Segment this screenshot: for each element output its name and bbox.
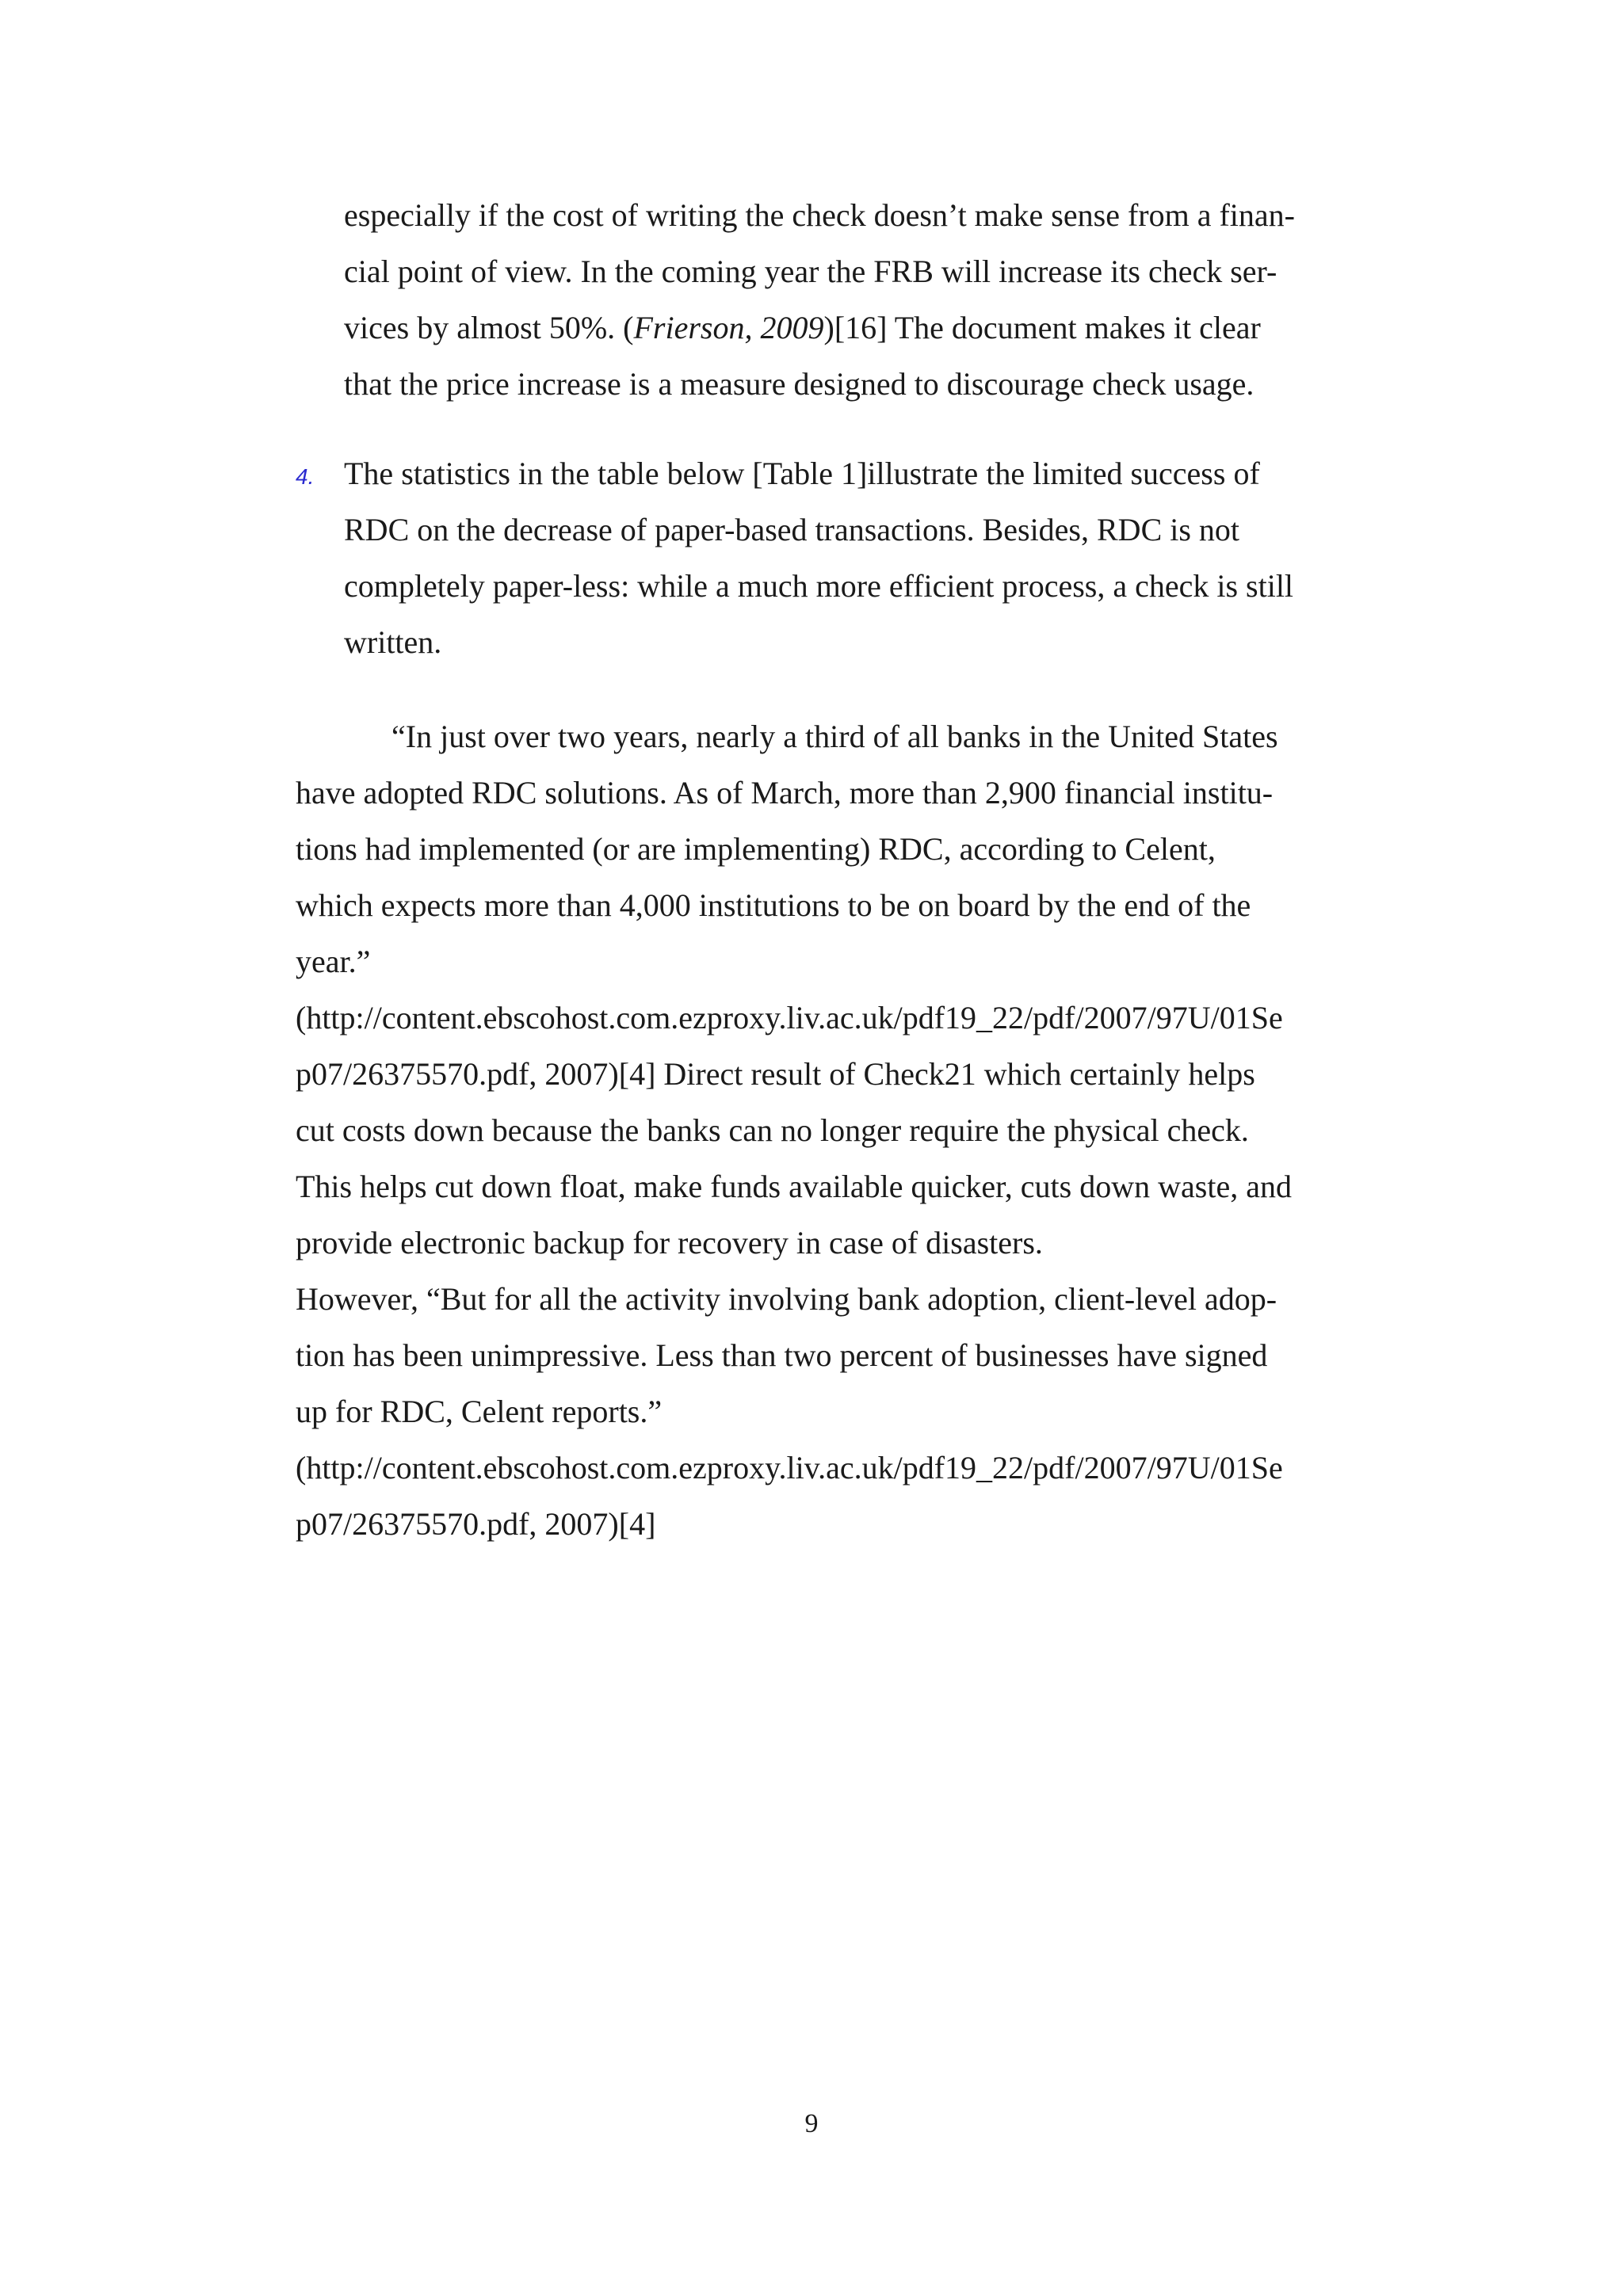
paragraph-line: cut costs down because the banks can no longer require the physical check. [296, 1112, 1249, 1148]
citation-url-line: (http://content.ebscohost.com.ezproxy.liv.ac.uk/pdf19_22/pdf/2007/97U/01Se [296, 1450, 1283, 1486]
paragraph-line: cial point of view. In the coming year the FRB will increase its check ser- [344, 254, 1277, 289]
citation-url-line: (http://content.ebscohost.com.ezproxy.liv.ac.uk/pdf19_22/pdf/2007/97U/01Se [296, 1000, 1283, 1035]
paragraph-line: up for RDC, Celent reports.” [296, 1394, 663, 1429]
paragraph-line: provide electronic backup for recovery in case of disasters. [296, 1225, 1043, 1261]
paragraph-line: have adopted RDC solutions. As of March, more than 2,900 financial institu- [296, 775, 1274, 810]
text-run: vices by almost 50%. ( [344, 310, 634, 345]
paragraph-line: “In just over two years, nearly a third of all banks in the United States [391, 719, 1278, 754]
page-number: 9 [804, 2109, 819, 2138]
paragraph-line: written. [344, 624, 442, 660]
paragraph-line: p07/26375570.pdf, 2007)[4] Direct result of Check21 which certainly helps [296, 1056, 1255, 1092]
paragraph-line: tion has been unimpressive. Less than two percent of businesses have signed [296, 1337, 1268, 1373]
text-run: )[16] The document makes it clear [823, 310, 1261, 345]
paragraph-line: The statistics in the table below [Table 1]illustrate the limited success of [344, 456, 1260, 491]
paragraph-line: RDC on the decrease of paper-based transactions. Besides, RDC is not [344, 512, 1240, 547]
paragraph-line: year.” [296, 944, 371, 979]
list-marker: 4. [296, 464, 315, 489]
paragraph-line: tions had implemented (or are implementing) RDC, according to Celent, [296, 831, 1216, 867]
paragraph-line: which expects more than 4,000 institutions to be on board by the end of the [296, 887, 1251, 923]
paragraph-line: However, “But for all the activity involving bank adoption, client-level adop- [296, 1281, 1277, 1317]
paragraph-line: that the price increase is a measure designed to discourage check usage. [344, 366, 1254, 402]
paragraph-line [344, 309, 1261, 347]
paragraph-line: especially if the cost of writing the check doesn’t make sense from a finan- [344, 197, 1295, 233]
paragraph-line: This helps cut down float, make funds available quicker, cuts down waste, and [296, 1169, 1292, 1204]
citation-author: Frierson, 2009 [633, 310, 824, 345]
paragraph-line: p07/26375570.pdf, 2007)[4] [296, 1506, 656, 1542]
paragraph-line: completely paper-less: while a much more efficient process, a check is still [344, 568, 1294, 604]
